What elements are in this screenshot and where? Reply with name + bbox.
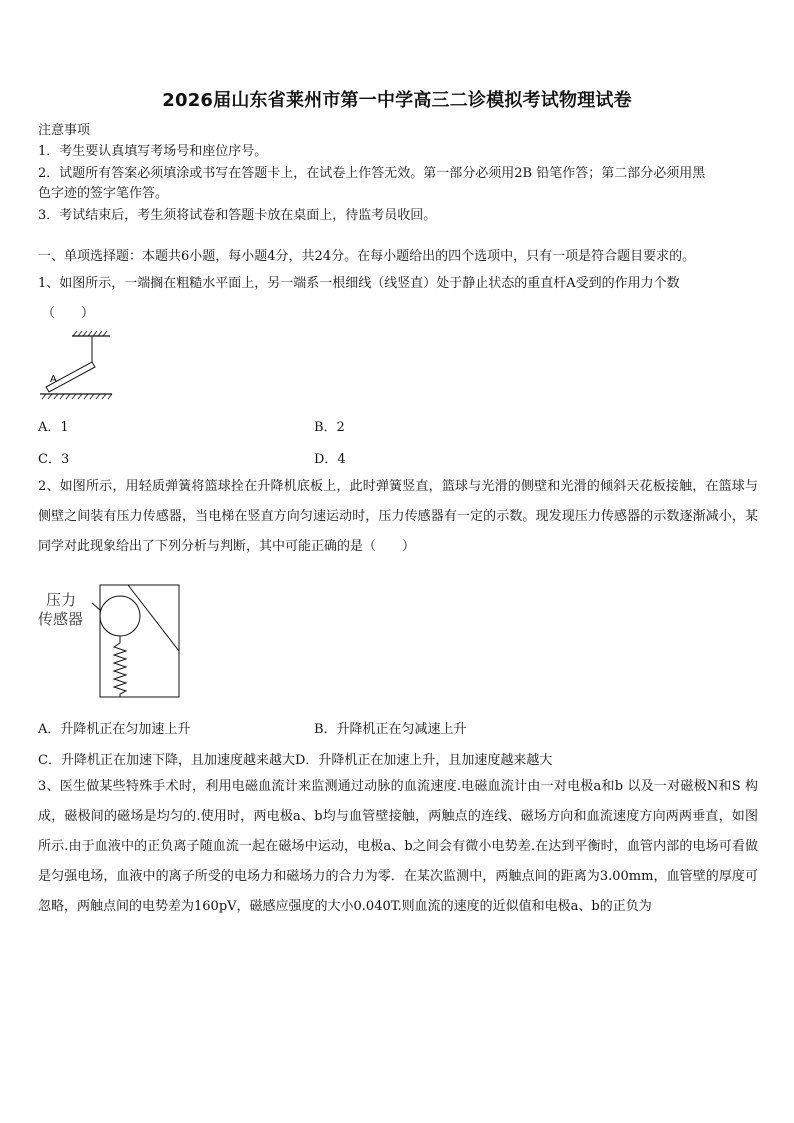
notice-item-3: 3．考试结束后，考生须将试卷和答题卡放在桌面上，待监考员收回。 [38,208,437,223]
question-3-stem: 3、医生做某些特殊手术时，利用电磁血流计来监测通过动脉的血流速度.电磁血流计由一对电极a和b 以及一对磁极N和S 构成，磁极间的磁场是均匀的.使用时，两电极a、b均与血管壁接触，两触点的连线、磁场方向和血流速度方向两两垂直，如图所示.由于血液中的正负离子随血流一起在磁场中运动，电极a、b之间会有微小电势差.在达到平衡时，血管内部的电场可看做是匀强电场，血液中的离子所受的电场力和磁场力的合力为零．在某次监测中，两触点间的距离为3.00mm，血管壁的厚度可忽略，两触点间的电势差为160pV，磁感应强度的大小0.040T.则血流的速度的近似值和电极a、b的正负为 [38,779,758,914]
page-title: 2026届山东省莱州市第一中学高三二诊模拟考试物理试卷 [162,90,632,111]
question-1-figure-label: A [50,374,57,385]
question-2-option-cd: C．升降机正在加速下降，且加速度越来越大D．升降机正在加速上升，且加速度越来越大 [38,753,553,768]
question-2-figure-label-2: 传感器 [38,610,84,628]
question-1-figure [40,330,130,405]
notice-heading: 注意事项 [38,123,91,138]
question-2-figure [36,583,186,701]
question-1-option-a: A．1 [38,420,69,435]
question-1-paren: （ ） [42,306,95,321]
section-heading: 一、单项选择题：本题共6小题，每小题4分，共24分。在每小题给出的四个选项中，只有一项是符合题目要求的。 [38,249,696,264]
question-2-option-b: B．升降机正在匀减速上升 [314,722,467,737]
notice-item-2-cont: 色字迹的签字笔作答。 [38,186,169,201]
question-1-option-d: D．4 [314,452,346,467]
question-1-option-b: B．2 [314,420,345,435]
question-2-figure-label-1: 压力 [46,591,77,609]
notice-item-1: 1．考生要认真填写考场号和座位序号。 [38,144,268,159]
notice-item-2: 2．试题所有答案必须填涂或书写在答题卡上，在试卷上作答无效。第一部分必须用2B 铅笔作答；第二部分必须用黑 [38,166,706,181]
question-2-option-a: A．升降机正在匀加速上升 [38,722,191,737]
question-1-stem: 1、如图所示，一端搁在粗糙水平面上，另一端系一根细线（线竖直）处于静止状态的重直杆A受到的作用力个数 [38,276,680,291]
question-2-stem: 2、如图所示，用轻质弹簧将篮球拴在升降机底板上，此时弹簧竖直，篮球与光滑的侧壁和光滑的倾斜天花板接触，在篮球与侧壁之间装有压力传感器，当电梯在竖直方向匀速运动时，压力传感器有一定的示数。现发现压力传感器的示数逐渐减小，某同学对此现象给出了下列分析与判断，其中可能正确的是（ ） [38,479,758,554]
question-1-option-c: C．3 [38,452,70,467]
